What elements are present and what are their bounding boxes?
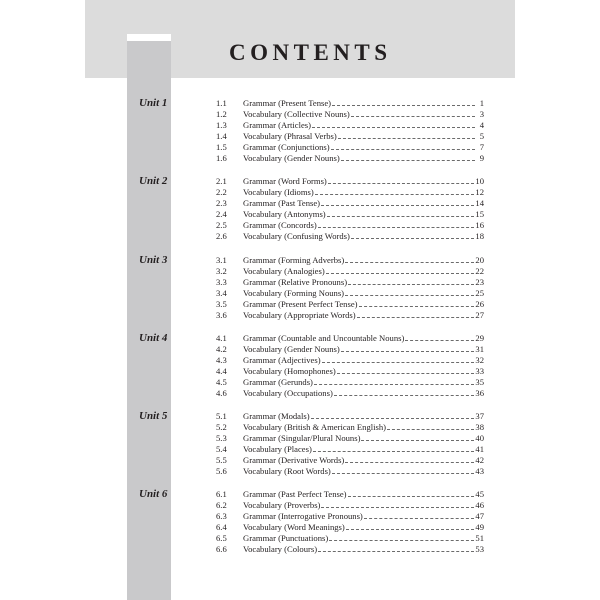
unit-section	[137, 174, 497, 252]
toc-entry[interactable]	[216, 142, 484, 153]
entry-page-number: 53	[475, 544, 484, 555]
toc-entry[interactable]	[216, 411, 484, 422]
toc-entry[interactable]	[216, 231, 484, 242]
entry-page-number: 14	[475, 198, 484, 209]
toc-entry[interactable]	[216, 198, 484, 209]
entry-number: 3.5	[216, 298, 227, 309]
entry-title: Vocabulary (Collective Nouns)	[243, 109, 350, 119]
dot-leader	[332, 473, 475, 474]
entry-page-number: 46	[475, 500, 484, 511]
dot-leader	[359, 306, 475, 307]
entry-title: Grammar (Articles)	[243, 120, 312, 130]
entry-title: Grammar (Present Perfect Tense)	[243, 298, 358, 309]
entry-number: 2.5	[216, 220, 227, 231]
toc-entry[interactable]	[216, 522, 484, 533]
toc-entry[interactable]	[216, 288, 484, 299]
entry-title: Grammar (Singular/Plural Nouns)	[243, 433, 361, 444]
dot-leader	[351, 238, 475, 239]
entry-page-number: 32	[475, 354, 484, 365]
entry-title: Grammar (Forming Adverbs)	[243, 254, 345, 265]
dot-leader	[364, 518, 475, 519]
entry-title: Grammar (Gerunds)	[243, 376, 313, 387]
entry-page-number: 1	[479, 98, 484, 108]
entry-page-number: 22	[475, 265, 484, 276]
entry-title: Grammar (Conjunctions)	[243, 142, 330, 152]
entry-title: Vocabulary (Appropriate Words)	[243, 309, 356, 320]
entry-page-number: 29	[475, 332, 484, 343]
entry-title: Vocabulary (Homophones)	[243, 365, 336, 376]
contents-list	[137, 96, 497, 566]
entry-number: 1.6	[216, 153, 227, 163]
entry-list	[216, 176, 484, 242]
sidebar-cap	[127, 34, 171, 41]
entry-page-number: 25	[475, 287, 484, 298]
toc-entry[interactable]	[216, 355, 484, 366]
entry-title: Grammar (Past Perfect Tense)	[243, 489, 347, 500]
entry-page-number: 20	[475, 254, 484, 265]
entry-title: Vocabulary (Forming Nouns)	[243, 287, 345, 298]
entry-title: Vocabulary (Places)	[243, 444, 312, 455]
entry-title: Vocabulary (British & American English)	[243, 422, 387, 433]
dot-leader	[357, 317, 475, 318]
entry-number: 4.2	[216, 343, 227, 354]
entry-title: Vocabulary (Phrasal Verbs)	[243, 131, 337, 141]
entry-number: 1.5	[216, 142, 227, 152]
entry-number: 5.4	[216, 444, 227, 455]
entry-title: Vocabulary (Antonyms)	[243, 209, 326, 220]
entry-page-number: 47	[475, 511, 484, 522]
toc-entry[interactable]	[216, 220, 484, 231]
entry-page-number: 45	[475, 489, 484, 500]
entry-list	[216, 489, 484, 555]
dot-leader	[327, 216, 475, 217]
entry-page-number: 33	[475, 365, 484, 376]
entry-number: 1.2	[216, 109, 227, 119]
unit-label: Unit 4	[139, 331, 168, 344]
entry-page-number: 49	[475, 522, 484, 533]
entry-number: 3.3	[216, 276, 227, 287]
entry-number: 4.4	[216, 365, 227, 376]
unit-label: Unit 5	[139, 410, 168, 423]
entry-number: 2.2	[216, 187, 227, 198]
dot-leader	[314, 384, 474, 385]
toc-entry[interactable]	[216, 98, 484, 109]
toc-entry[interactable]	[216, 344, 484, 355]
entry-page-number: 18	[475, 231, 484, 242]
toc-entry[interactable]	[216, 500, 484, 511]
entry-title: Vocabulary (Gender Nouns)	[243, 153, 340, 163]
entry-title: Grammar (Adjectives)	[243, 354, 321, 365]
entry-number: 4.5	[216, 376, 227, 387]
entry-number: 6.6	[216, 544, 227, 555]
entry-number: 5.2	[216, 422, 227, 433]
dot-leader	[405, 340, 474, 341]
toc-entry[interactable]	[216, 466, 484, 477]
unit-section	[137, 487, 497, 565]
toc-entry[interactable]	[216, 120, 484, 131]
dot-leader	[341, 160, 475, 161]
entry-title: Grammar (Present Tense)	[243, 98, 332, 108]
entry-number: 4.1	[216, 332, 227, 343]
dot-leader	[348, 496, 475, 497]
entry-page-number: 27	[475, 309, 484, 320]
entry-number: 3.2	[216, 265, 227, 276]
dot-leader	[345, 262, 474, 263]
entry-title: Vocabulary (Word Meanings)	[243, 522, 345, 533]
entry-number: 4.6	[216, 387, 227, 398]
entry-number: 5.5	[216, 455, 227, 466]
toc-entry[interactable]	[216, 153, 484, 164]
dot-leader	[312, 127, 475, 128]
entry-number: 2.1	[216, 176, 227, 187]
toc-entry[interactable]	[216, 209, 484, 220]
entry-title: Grammar (Countable and Uncountable Nouns)	[243, 332, 405, 343]
entry-number: 6.5	[216, 533, 227, 544]
entry-page-number: 7	[479, 142, 484, 152]
toc-entry[interactable]	[216, 131, 484, 142]
dot-leader	[351, 116, 475, 117]
entry-title: Grammar (Modals)	[243, 411, 310, 422]
toc-entry[interactable]	[216, 187, 484, 198]
unit-label: Unit 2	[139, 175, 168, 188]
dot-leader	[318, 551, 474, 552]
entry-page-number: 37	[475, 411, 484, 422]
entry-page-number: 4	[479, 120, 484, 130]
entry-number: 3.4	[216, 287, 227, 298]
dot-leader	[326, 273, 475, 274]
toc-entry[interactable]	[216, 277, 484, 288]
entry-title: Vocabulary (Idioms)	[243, 187, 314, 198]
toc-entry[interactable]	[216, 299, 484, 310]
entry-list	[216, 255, 484, 321]
entry-page-number: 42	[475, 455, 484, 466]
dot-leader	[329, 540, 474, 541]
dot-leader	[387, 429, 474, 430]
unit-section	[137, 331, 497, 409]
dot-leader	[341, 351, 475, 352]
entry-page-number: 16	[475, 220, 484, 231]
entry-number: 1.1	[216, 98, 227, 108]
entry-title: Vocabulary (Colours)	[243, 544, 318, 555]
entry-page-number: 10	[475, 176, 484, 187]
entry-title: Grammar (Word Forms)	[243, 176, 327, 187]
toc-entry[interactable]	[216, 310, 484, 321]
entry-list	[216, 411, 484, 477]
entry-page-number: 35	[475, 376, 484, 387]
toc-entry[interactable]	[216, 366, 484, 377]
toc-entry[interactable]	[216, 266, 484, 277]
entry-number: 5.3	[216, 433, 227, 444]
toc-entry[interactable]	[216, 377, 484, 388]
entry-title: Vocabulary (Confusing Words)	[243, 231, 350, 242]
dot-leader	[311, 418, 475, 419]
entry-title: Vocabulary (Gender Nouns)	[243, 343, 340, 354]
toc-entry[interactable]	[216, 489, 484, 500]
entry-page-number: 51	[475, 533, 484, 544]
entry-number: 6.1	[216, 489, 227, 500]
entry-list	[216, 333, 484, 399]
dot-leader	[331, 149, 475, 150]
entry-page-number: 26	[475, 298, 484, 309]
dot-leader	[334, 395, 475, 396]
entry-page-number: 41	[475, 444, 484, 455]
entry-number: 2.3	[216, 198, 227, 209]
entry-page-number: 12	[475, 187, 484, 198]
dot-leader	[321, 205, 474, 206]
dot-leader	[322, 362, 475, 363]
dot-leader	[346, 529, 475, 530]
entry-number: 6.4	[216, 522, 227, 533]
dot-leader	[345, 462, 474, 463]
entry-page-number: 40	[475, 433, 484, 444]
dot-leader	[332, 105, 475, 106]
toc-entry[interactable]	[216, 444, 484, 455]
entry-number: 6.2	[216, 500, 227, 511]
entry-page-number: 15	[475, 209, 484, 220]
dot-leader	[337, 373, 475, 374]
dot-leader	[348, 284, 474, 285]
entry-number: 5.1	[216, 411, 227, 422]
entry-title: Grammar (Concords)	[243, 220, 317, 231]
entry-title: Grammar (Punctuations)	[243, 533, 329, 544]
entry-number: 3.6	[216, 309, 227, 320]
entry-title: Vocabulary (Root Words)	[243, 466, 331, 477]
entry-page-number: 5	[479, 131, 484, 141]
toc-entry[interactable]	[216, 422, 484, 433]
entry-number: 5.6	[216, 466, 227, 477]
entry-title: Grammar (Past Tense)	[243, 198, 321, 209]
unit-section	[137, 253, 497, 331]
toc-entry[interactable]	[216, 511, 484, 522]
toc-entry[interactable]	[216, 176, 484, 187]
unit-label: Unit 3	[139, 253, 168, 266]
entry-title: Grammar (Interrogative Pronouns)	[243, 511, 363, 522]
entry-page-number: 3	[479, 109, 484, 119]
toc-entry[interactable]	[216, 533, 484, 544]
dot-leader	[361, 440, 474, 441]
dot-leader	[345, 295, 474, 296]
dot-leader	[313, 451, 475, 452]
toc-entry[interactable]	[216, 455, 484, 466]
entry-title: Vocabulary (Analogies)	[243, 265, 325, 276]
entry-number: 6.3	[216, 511, 227, 522]
entry-page-number: 43	[475, 466, 484, 477]
toc-entry[interactable]	[216, 333, 484, 344]
unit-section	[137, 96, 497, 174]
entry-number: 1.4	[216, 131, 227, 141]
dot-leader	[338, 138, 475, 139]
entry-title: Grammar (Derivative Words)	[243, 455, 345, 466]
entry-page-number: 38	[475, 422, 484, 433]
entry-page-number: 36	[475, 387, 484, 398]
entry-number: 2.4	[216, 209, 227, 220]
toc-entry[interactable]	[216, 109, 484, 120]
unit-label: Unit 6	[139, 488, 168, 501]
entry-number: 1.3	[216, 120, 227, 130]
dot-leader	[328, 183, 475, 184]
dot-leader	[315, 194, 475, 195]
toc-entry[interactable]	[216, 544, 484, 555]
dot-leader	[318, 227, 475, 228]
entry-number: 3.1	[216, 254, 227, 265]
unit-section	[137, 409, 497, 487]
unit-label: Unit 1	[139, 97, 168, 109]
toc-entry[interactable]	[216, 388, 484, 399]
dot-leader	[321, 507, 474, 508]
entry-page-number: 31	[475, 343, 484, 354]
toc-entry[interactable]	[216, 255, 484, 266]
toc-entry[interactable]	[216, 433, 484, 444]
entry-number: 2.6	[216, 231, 227, 242]
entry-title: Vocabulary (Proverbs)	[243, 500, 321, 511]
entry-page-number: 9	[479, 153, 484, 163]
entry-title: Vocabulary (Occupations)	[243, 387, 333, 398]
entry-page-number: 23	[475, 276, 484, 287]
entry-list	[216, 98, 484, 164]
page-title: CONTENTS	[229, 40, 392, 65]
entry-number: 4.3	[216, 354, 227, 365]
entry-title: Grammar (Relative Pronouns)	[243, 276, 348, 287]
